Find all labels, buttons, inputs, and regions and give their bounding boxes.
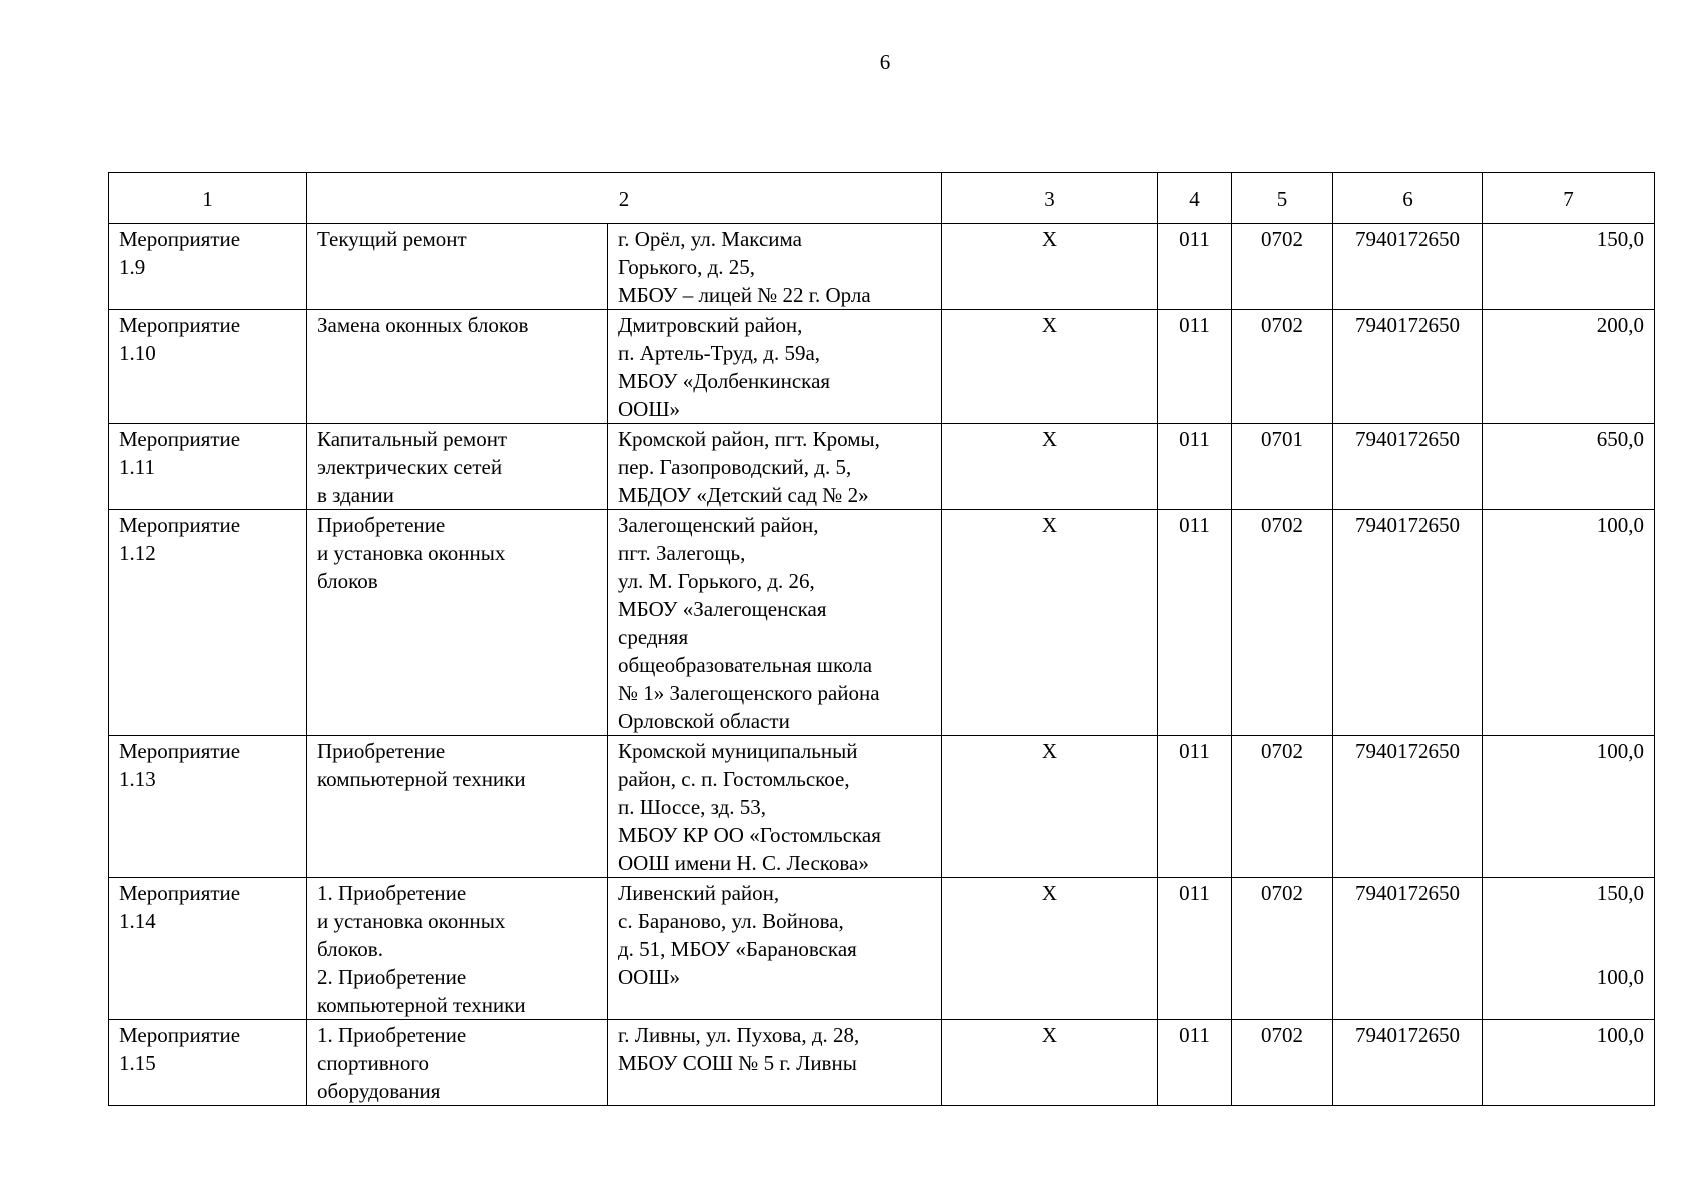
event-cell-line: Мероприятие xyxy=(119,513,241,537)
col6-cell: 7940172650 xyxy=(1333,736,1483,878)
header-cell-4: 4 xyxy=(1158,173,1232,224)
work-cell xyxy=(307,510,608,736)
address-cell-line: Залегощенский район, xyxy=(618,513,819,537)
event-cell-line: Мероприятие xyxy=(119,313,241,337)
amount-cell xyxy=(1483,736,1655,878)
address-cell-line: Кромской муниципальный xyxy=(618,739,858,763)
col3-cell: Х xyxy=(942,424,1158,510)
address-cell-line: ООШ» xyxy=(618,397,681,421)
event-cell-line: Мероприятие xyxy=(119,739,241,763)
address-cell xyxy=(608,1020,942,1106)
col3-cell: Х xyxy=(942,510,1158,736)
event-cell xyxy=(109,310,307,424)
address-cell-line: пер. Газопроводский, д. 5, xyxy=(618,455,852,479)
event-cell xyxy=(109,224,307,310)
work-cell-line: Приобретение xyxy=(317,513,446,537)
work-cell-line: Замена оконных блоков xyxy=(317,313,529,337)
event-cell-line: 1.15 xyxy=(119,1051,156,1075)
events-table xyxy=(108,172,1655,1106)
address-cell-line: с. Бараново, ул. Войнова, xyxy=(618,909,844,933)
address-cell-line: д. 51, МБОУ «Барановская xyxy=(618,937,857,961)
address-cell-line: пгт. Залегощь, xyxy=(618,541,746,565)
amount-spacer xyxy=(1493,907,1644,935)
col4-cell: 011 xyxy=(1158,510,1232,736)
address-cell-line: МБОУ КР ОО «Гостомльская xyxy=(618,823,881,847)
work-cell-line: Капитальный ремонт xyxy=(317,427,508,451)
event-cell-line: 1.12 xyxy=(119,541,156,565)
header-cell-6: 6 xyxy=(1333,173,1483,224)
address-cell-line: п. Артель-Труд, д. 59а, xyxy=(618,341,821,365)
col6-cell: 7940172650 xyxy=(1333,878,1483,1020)
address-cell-line: Орловской области xyxy=(618,709,790,733)
col3-cell: Х xyxy=(942,878,1158,1020)
address-cell-line: г. Орёл, ул. Максима xyxy=(618,227,802,251)
col4-cell: 011 xyxy=(1158,424,1232,510)
event-cell xyxy=(109,736,307,878)
col5-cell: 0702 xyxy=(1232,736,1333,878)
amount-cell xyxy=(1483,310,1655,424)
amount-cell xyxy=(1483,424,1655,510)
col6-cell: 7940172650 xyxy=(1333,424,1483,510)
event-cell-line: Мероприятие xyxy=(119,881,241,905)
address-cell-line: Горького, д. 25, xyxy=(618,255,756,279)
amount-cell xyxy=(1483,224,1655,310)
work-cell-line: компьютерной техники xyxy=(317,993,526,1017)
table-row xyxy=(109,1020,1655,1106)
col5-cell: 0702 xyxy=(1232,878,1333,1020)
address-cell-line: средняя xyxy=(618,625,689,649)
address-cell-line: Кромской район, пгт. Кромы, xyxy=(618,427,880,451)
work-cell xyxy=(307,878,608,1020)
address-cell-line: МБОУ – лицей № 22 г. Орла xyxy=(618,283,871,307)
work-cell-line: и установка оконных xyxy=(317,541,506,565)
col5-cell: 0702 xyxy=(1232,1020,1333,1106)
col5-cell: 0701 xyxy=(1232,424,1333,510)
address-cell-line: п. Шоссе, зд. 53, xyxy=(618,795,767,819)
work-cell-line: Текущий ремонт xyxy=(317,227,467,251)
address-cell-line: общеобразовательная школа xyxy=(618,653,873,677)
work-cell-line: компьютерной техники xyxy=(317,767,526,791)
col6-cell: 7940172650 xyxy=(1333,510,1483,736)
table-row xyxy=(109,510,1655,736)
col6-cell: 7940172650 xyxy=(1333,1020,1483,1106)
amount-value: 100,0 xyxy=(1596,965,1644,989)
address-cell-line: Дмитровский район, xyxy=(618,313,803,337)
col3-cell: Х xyxy=(942,310,1158,424)
work-cell-line: Приобретение xyxy=(317,739,446,763)
col3-cell: Х xyxy=(942,736,1158,878)
table-row xyxy=(109,424,1655,510)
page-number: 6 xyxy=(879,50,891,74)
work-cell-line: 1. Приобретение xyxy=(317,881,467,905)
table-body xyxy=(109,173,1655,1106)
col5-cell: 0702 xyxy=(1232,510,1333,736)
col6-cell: 7940172650 xyxy=(1333,224,1483,310)
work-cell xyxy=(307,736,608,878)
table-row xyxy=(109,878,1655,1020)
event-cell-line: Мероприятие xyxy=(119,427,241,451)
event-cell xyxy=(109,1020,307,1106)
amount-value: 650,0 xyxy=(1596,427,1644,451)
address-cell xyxy=(608,224,942,310)
col4-cell: 011 xyxy=(1158,224,1232,310)
header-row xyxy=(109,173,1655,224)
address-cell xyxy=(608,424,942,510)
address-cell-line: МБОУ «Долбенкинская xyxy=(618,369,831,393)
table-row xyxy=(109,310,1655,424)
address-cell-line: МБОУ СОШ № 5 г. Ливны xyxy=(618,1051,857,1075)
address-cell-line: № 1» Залегощенского района xyxy=(618,681,880,705)
amount-value: 150,0 xyxy=(1596,881,1644,905)
amount-value: 150,0 xyxy=(1596,227,1644,251)
address-cell-line: ул. М. Горького, д. 26, xyxy=(618,569,815,593)
amount-cell xyxy=(1483,878,1655,1020)
work-cell xyxy=(307,1020,608,1106)
event-cell xyxy=(109,878,307,1020)
header-cell-2: 2 xyxy=(307,173,942,224)
col3-cell: Х xyxy=(942,224,1158,310)
table-row xyxy=(109,736,1655,878)
work-cell-line: блоков. xyxy=(317,937,383,961)
address-cell xyxy=(608,510,942,736)
address-cell xyxy=(608,736,942,878)
header-cell-7: 7 xyxy=(1483,173,1655,224)
amount-value: 200,0 xyxy=(1596,313,1644,337)
col3-cell: Х xyxy=(942,1020,1158,1106)
event-cell-line: 1.14 xyxy=(119,909,156,933)
col4-cell: 011 xyxy=(1158,736,1232,878)
table-row xyxy=(109,224,1655,310)
event-cell xyxy=(109,510,307,736)
col4-cell: 011 xyxy=(1158,1020,1232,1106)
work-cell-line: в здании xyxy=(317,483,394,507)
col4-cell: 011 xyxy=(1158,310,1232,424)
event-cell-line: Мероприятие xyxy=(119,227,241,251)
col5-cell: 0702 xyxy=(1232,224,1333,310)
work-cell-line: и установка оконных xyxy=(317,909,506,933)
header-cell-1: 1 xyxy=(109,173,307,224)
address-cell xyxy=(608,310,942,424)
header-cell-3: 3 xyxy=(942,173,1158,224)
address-cell-line: ООШ» xyxy=(618,965,681,989)
work-cell xyxy=(307,224,608,310)
work-cell-line: спортивного xyxy=(317,1051,429,1075)
work-cell-line: 2. Приобретение xyxy=(317,965,467,989)
address-cell-line: г. Ливны, ул. Пухова, д. 28, xyxy=(618,1023,860,1047)
event-cell-line: Мероприятие xyxy=(119,1023,241,1047)
amount-cell xyxy=(1483,510,1655,736)
amount-cell xyxy=(1483,1020,1655,1106)
event-cell-line: 1.11 xyxy=(119,455,155,479)
amount-value: 100,0 xyxy=(1596,1023,1644,1047)
address-cell-line: МБДОУ «Детский сад № 2» xyxy=(618,483,869,507)
event-cell-line: 1.13 xyxy=(119,767,156,791)
amount-spacer xyxy=(1493,935,1644,963)
address-cell-line: район, с. п. Гостомльское, xyxy=(618,767,850,791)
work-cell xyxy=(307,310,608,424)
col6-cell: 7940172650 xyxy=(1333,310,1483,424)
event-cell xyxy=(109,424,307,510)
work-cell-line: оборудования xyxy=(317,1079,441,1103)
col4-cell: 011 xyxy=(1158,878,1232,1020)
work-cell-line: блоков xyxy=(317,569,378,593)
work-cell xyxy=(307,424,608,510)
event-cell-line: 1.9 xyxy=(119,255,146,279)
address-cell-line: МБОУ «Залегощенская xyxy=(618,597,827,621)
work-cell-line: электрических сетей xyxy=(317,455,503,479)
address-cell-line: ООШ имени Н. С. Лескова» xyxy=(618,851,869,875)
header-cell-5: 5 xyxy=(1232,173,1333,224)
col5-cell: 0702 xyxy=(1232,310,1333,424)
address-cell-line: Ливенский район, xyxy=(618,881,780,905)
event-cell-line: 1.10 xyxy=(119,341,156,365)
address-cell xyxy=(608,878,942,1020)
amount-value: 100,0 xyxy=(1596,739,1644,763)
amount-value: 100,0 xyxy=(1596,513,1644,537)
work-cell-line: 1. Приобретение xyxy=(317,1023,467,1047)
